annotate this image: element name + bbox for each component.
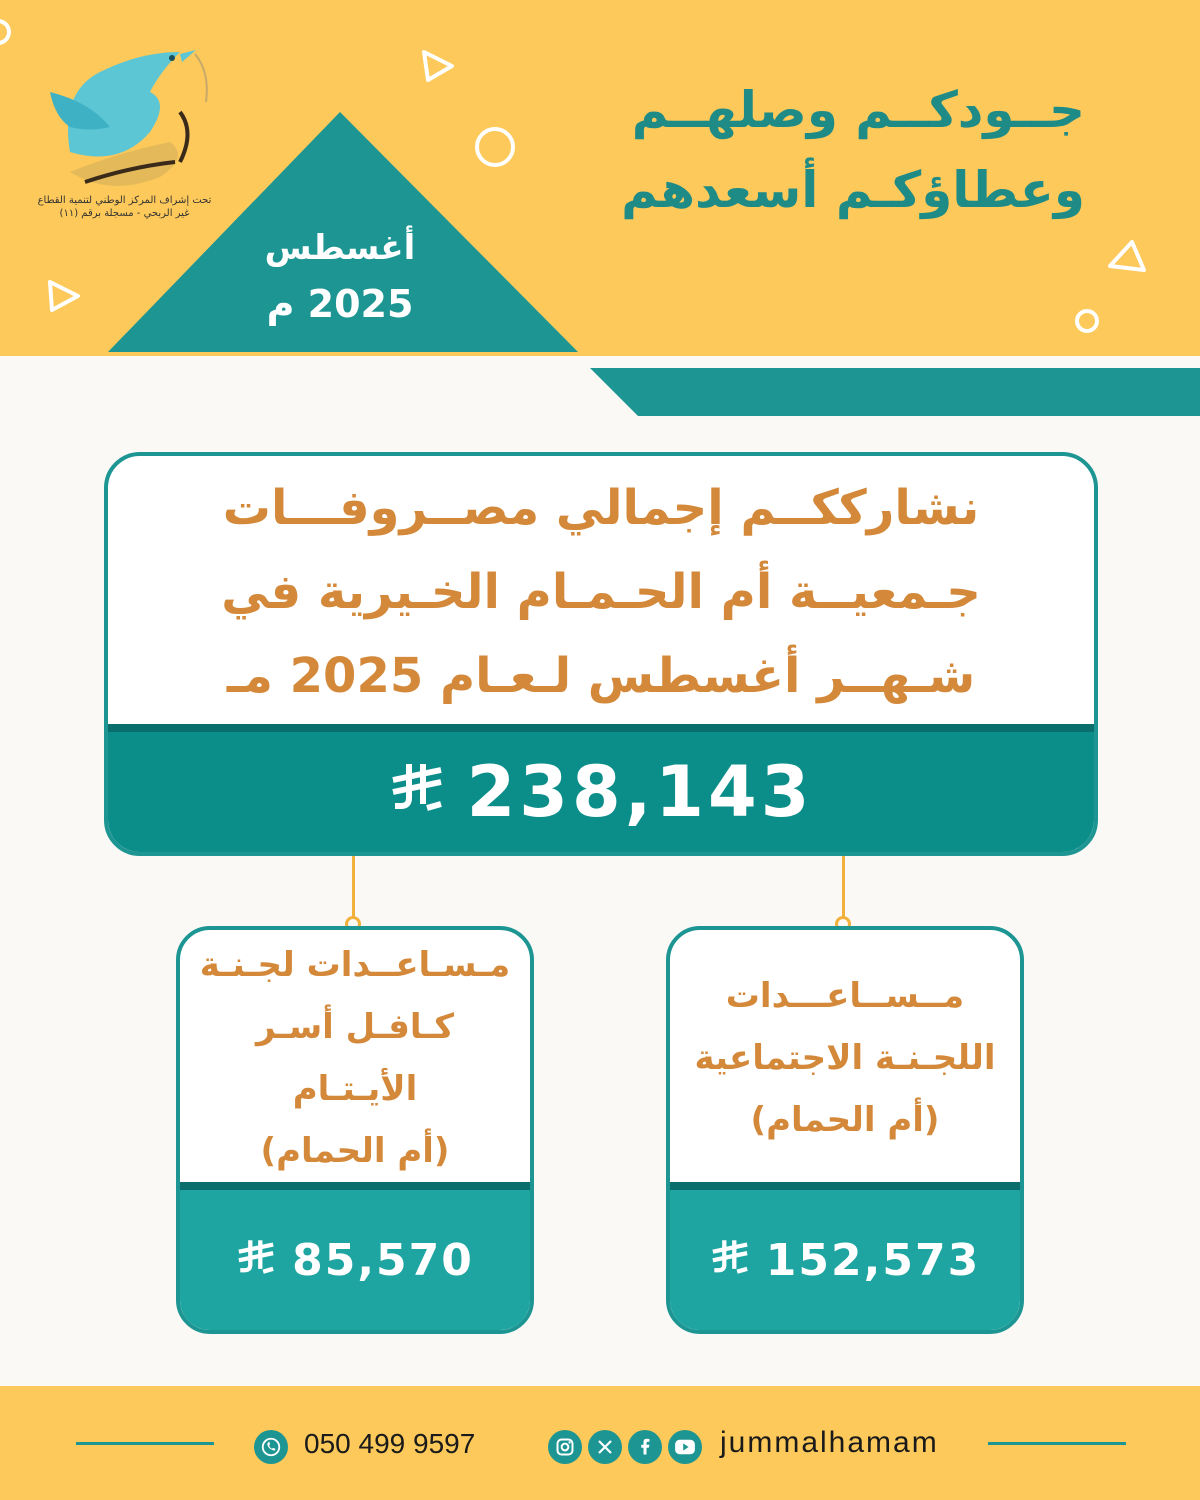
- total-amount-bar: [108, 724, 1094, 852]
- total-expenses-card: [104, 452, 1098, 856]
- slogan-line: وعطاؤكـم أسعدهم: [621, 161, 1085, 219]
- card-title-line: مــســاعـــدات: [725, 976, 965, 1016]
- orphans-committee-amount: 85,570: [292, 1234, 474, 1286]
- slogan: [525, 70, 1085, 230]
- card-title-line: (أم الحمام): [750, 1100, 940, 1140]
- riyal-icon: [710, 1236, 750, 1285]
- social-handle[interactable]: jummalhamam: [720, 1426, 939, 1459]
- triangle-decoration: [44, 276, 84, 316]
- connector-line: [352, 856, 355, 918]
- riyal-icon: [389, 758, 445, 827]
- social-committee-amount: 152,573: [765, 1234, 981, 1286]
- card-title-line: مـسـاعــدات لجـنـة: [199, 945, 511, 985]
- orphans-committee-title: [180, 930, 530, 1186]
- title-line: جـمعيــة أم الحـمـام الخـيرية في: [221, 564, 981, 620]
- footer-divider: [988, 1442, 1126, 1445]
- card-title-line: (أم الحمام): [260, 1131, 450, 1171]
- card-title-line: كـافـل أسـر الأيـتـام: [255, 1007, 455, 1109]
- riyal-icon: [236, 1236, 276, 1285]
- orphans-committee-amount-bar: [180, 1182, 530, 1330]
- social-committee-title: [670, 930, 1020, 1186]
- circle-decoration: [0, 8, 20, 54]
- social-committee-card: [666, 926, 1024, 1334]
- footer-divider: [76, 1442, 214, 1445]
- logo-note-line: غير الربحي - مسجلة برقم (١١): [59, 208, 190, 219]
- date-year: 2025 م: [266, 282, 414, 326]
- triangle-decoration: [418, 46, 458, 86]
- social-committee-amount-bar: [670, 1182, 1020, 1330]
- logo-note-line: تحت إشراف المركز الوطني لتنمية القطاع: [37, 195, 212, 206]
- circle-decoration: [1072, 306, 1102, 336]
- triangle-decoration: [1104, 236, 1150, 276]
- title-line: شـهــر أغسطس لـعـام 2025 مـ: [226, 648, 976, 704]
- total-amount: 238,143: [466, 751, 814, 833]
- slogan-line: جــودكــم وصلهــم: [631, 81, 1085, 139]
- instagram-icon[interactable]: [548, 1430, 582, 1464]
- title-line: نشارككــم إجمالي مصــروفـــات: [222, 480, 980, 536]
- date-month: أغسطس: [264, 228, 416, 268]
- card-title-line: اللجـنـة الاجتماعية: [694, 1038, 996, 1078]
- whatsapp-icon[interactable]: [254, 1430, 288, 1464]
- teal-strip-decoration: [590, 368, 1200, 420]
- x-icon[interactable]: [588, 1430, 622, 1464]
- facebook-icon[interactable]: [628, 1430, 662, 1464]
- phone-number[interactable]: 050 499 9597: [304, 1428, 476, 1459]
- youtube-icon[interactable]: [668, 1430, 702, 1464]
- connector-line: [842, 856, 845, 918]
- total-expenses-title: [108, 456, 1094, 728]
- orphans-committee-card: [176, 926, 534, 1334]
